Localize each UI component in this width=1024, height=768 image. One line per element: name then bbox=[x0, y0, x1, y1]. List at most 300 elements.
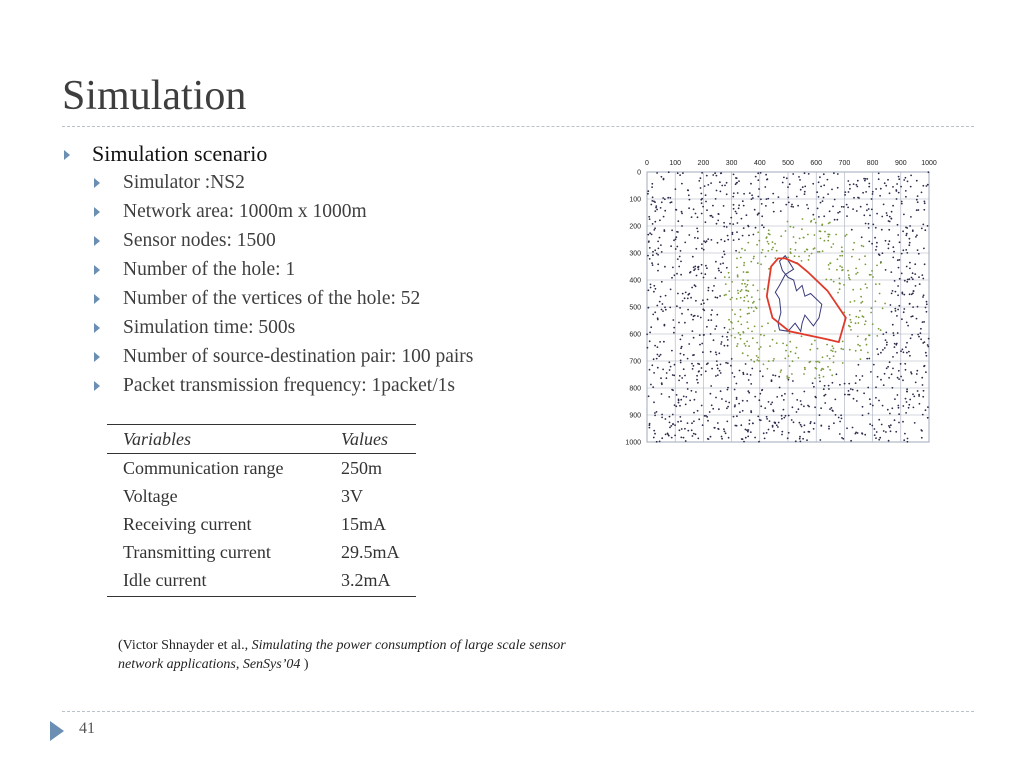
sensor-node-near-hole bbox=[737, 343, 739, 345]
sensor-node bbox=[824, 385, 826, 387]
sensor-node bbox=[674, 404, 676, 406]
sensor-node bbox=[892, 186, 894, 188]
sensor-node bbox=[799, 436, 801, 438]
sensor-node-near-hole bbox=[865, 339, 867, 341]
sensor-node bbox=[856, 210, 858, 212]
sensor-node bbox=[927, 184, 929, 186]
sensor-node bbox=[670, 289, 672, 291]
sensor-node-near-hole bbox=[756, 355, 758, 357]
sensor-node bbox=[889, 240, 891, 242]
sensor-node bbox=[881, 229, 883, 231]
sensor-node bbox=[902, 379, 904, 381]
sensor-node bbox=[695, 433, 697, 435]
sensor-node bbox=[680, 274, 682, 276]
sensor-node bbox=[902, 421, 904, 423]
sensor-node bbox=[796, 411, 798, 413]
sensor-node bbox=[803, 405, 805, 407]
sensor-node-near-hole bbox=[825, 279, 827, 281]
sensor-node bbox=[732, 232, 734, 234]
sensor-node bbox=[870, 403, 872, 405]
sensor-node-near-hole bbox=[860, 358, 862, 360]
sensor-node bbox=[890, 271, 892, 273]
sensor-node bbox=[787, 437, 789, 439]
sensor-node bbox=[742, 200, 744, 202]
sensor-node bbox=[926, 355, 928, 357]
sensor-node-near-hole bbox=[788, 355, 790, 357]
sensor-node bbox=[718, 270, 720, 272]
sensor-node bbox=[747, 436, 749, 438]
sensor-node bbox=[697, 382, 699, 384]
sensor-node bbox=[722, 336, 724, 338]
sensor-node-near-hole bbox=[763, 335, 765, 337]
sensor-node bbox=[701, 243, 703, 245]
sensor-node bbox=[692, 330, 694, 332]
sensor-node bbox=[831, 189, 833, 191]
sensor-node bbox=[750, 383, 752, 385]
sensor-node-near-hole bbox=[728, 277, 730, 279]
sensor-node bbox=[684, 242, 686, 244]
sensor-node bbox=[704, 185, 706, 187]
sensor-node bbox=[875, 397, 877, 399]
sensor-node bbox=[834, 399, 836, 401]
sensor-node bbox=[806, 439, 808, 441]
sensor-node bbox=[664, 306, 666, 308]
sensor-node bbox=[737, 192, 739, 194]
sensor-node bbox=[760, 405, 762, 407]
sensor-node bbox=[799, 422, 801, 424]
sensor-node-near-hole bbox=[730, 299, 732, 301]
sensor-node bbox=[681, 213, 683, 215]
sensor-node bbox=[656, 411, 658, 413]
sensor-node bbox=[831, 407, 833, 409]
sensor-node bbox=[880, 379, 882, 381]
sensor-node-near-hole bbox=[756, 308, 758, 310]
sensor-node-near-hole bbox=[858, 322, 860, 324]
sensor-node-near-hole bbox=[769, 345, 771, 347]
sensor-node-near-hole bbox=[767, 241, 769, 243]
bullet-arrow-icon bbox=[94, 294, 100, 304]
sensor-node bbox=[664, 198, 666, 200]
sensor-node-near-hole bbox=[858, 317, 860, 319]
sensor-node-near-hole bbox=[839, 255, 841, 257]
sensor-node-near-hole bbox=[879, 283, 881, 285]
sensor-node bbox=[677, 172, 679, 174]
sensor-node bbox=[727, 387, 729, 389]
bullet-item bbox=[62, 255, 473, 284]
sensor-node bbox=[896, 183, 898, 185]
sensor-node bbox=[921, 377, 923, 379]
sensor-node bbox=[698, 371, 700, 373]
sensor-node bbox=[698, 268, 700, 270]
sensor-node bbox=[715, 397, 717, 399]
sensor-node bbox=[706, 240, 708, 242]
sensor-node bbox=[905, 196, 907, 198]
sensor-node bbox=[908, 244, 910, 246]
sensor-node bbox=[884, 182, 886, 184]
sensor-node bbox=[772, 374, 774, 376]
x-tick-label: 700 bbox=[838, 160, 851, 167]
sensor-node bbox=[665, 434, 667, 436]
sensor-node bbox=[897, 294, 899, 296]
sensor-node bbox=[689, 272, 691, 274]
sensor-node-near-hole bbox=[819, 251, 821, 253]
sensor-node bbox=[679, 405, 681, 407]
sensor-node bbox=[918, 209, 920, 211]
sensor-node-near-hole bbox=[767, 368, 769, 370]
sensor-node bbox=[671, 350, 673, 352]
sensor-node bbox=[898, 178, 900, 180]
sensor-node-near-hole bbox=[819, 362, 821, 364]
sensor-node bbox=[717, 374, 719, 376]
sensor-node bbox=[672, 267, 674, 269]
sensor-node bbox=[899, 241, 901, 243]
sensor-node bbox=[753, 234, 755, 236]
sensor-node-near-hole bbox=[871, 270, 873, 272]
sensor-node bbox=[914, 273, 916, 275]
sensor-node-near-hole bbox=[736, 258, 738, 260]
sensor-node bbox=[783, 409, 785, 411]
sensor-node bbox=[907, 325, 909, 327]
sensor-node-near-hole bbox=[865, 320, 867, 322]
sensor-node bbox=[675, 209, 677, 211]
sensor-node-near-hole bbox=[820, 369, 822, 371]
table-header: Values bbox=[325, 425, 416, 454]
sensor-node-near-hole bbox=[824, 240, 826, 242]
sensor-node bbox=[868, 358, 870, 360]
sensor-node bbox=[898, 305, 900, 307]
sensor-node bbox=[861, 236, 863, 238]
sensor-node-near-hole bbox=[820, 238, 822, 240]
sensor-node-near-hole bbox=[748, 313, 750, 315]
sensor-node bbox=[892, 356, 894, 358]
sensor-node-near-hole bbox=[789, 332, 791, 334]
table-cell: Idle current bbox=[107, 566, 325, 597]
sensor-node bbox=[825, 394, 827, 396]
sensor-node-near-hole bbox=[879, 293, 881, 295]
sensor-node bbox=[897, 394, 899, 396]
sensor-node bbox=[650, 326, 652, 328]
sensor-node-near-hole bbox=[746, 290, 748, 292]
sensor-node-near-hole bbox=[756, 359, 758, 361]
sensor-node-near-hole bbox=[826, 344, 828, 346]
sensor-node-near-hole bbox=[772, 241, 774, 243]
y-tick-label: 0 bbox=[637, 169, 641, 177]
sensor-node bbox=[881, 424, 883, 426]
sensor-node bbox=[738, 238, 740, 240]
sensor-node bbox=[646, 333, 648, 335]
sensor-node bbox=[673, 239, 675, 241]
sensor-node bbox=[751, 194, 753, 196]
sensor-node bbox=[715, 198, 717, 200]
sensor-node-near-hole bbox=[791, 373, 793, 375]
sensor-node bbox=[925, 307, 927, 309]
sensor-node-near-hole bbox=[813, 218, 815, 220]
sensor-node bbox=[869, 423, 871, 425]
sensor-node-near-hole bbox=[780, 369, 782, 371]
sensor-node bbox=[901, 201, 903, 203]
sensor-node bbox=[651, 234, 653, 236]
sensor-node bbox=[745, 429, 747, 431]
sensor-node bbox=[792, 380, 794, 382]
sensor-node bbox=[716, 297, 718, 299]
sensor-node bbox=[857, 432, 859, 434]
sensor-node bbox=[898, 378, 900, 380]
sensor-node bbox=[660, 377, 662, 379]
sensor-node-near-hole bbox=[757, 231, 759, 233]
sensor-node bbox=[894, 343, 896, 345]
sensor-node bbox=[719, 295, 721, 297]
sensor-node-near-hole bbox=[835, 234, 837, 236]
sensor-node bbox=[778, 376, 780, 378]
sensor-node-near-hole bbox=[855, 316, 857, 318]
sensor-node bbox=[651, 183, 653, 185]
sensor-node bbox=[837, 212, 839, 214]
sensor-node bbox=[759, 419, 761, 421]
sensor-node bbox=[726, 267, 728, 269]
sensor-node bbox=[682, 293, 684, 295]
sensor-node-near-hole bbox=[742, 352, 744, 354]
bullet-item bbox=[62, 226, 473, 255]
sensor-node-near-hole bbox=[737, 290, 739, 292]
x-tick-label: 500 bbox=[782, 160, 794, 167]
sensor-node bbox=[663, 179, 665, 181]
sensor-node bbox=[661, 309, 663, 311]
sensor-node-near-hole bbox=[833, 362, 835, 364]
y-tick-label: 200 bbox=[629, 223, 641, 231]
sensor-node-near-hole bbox=[734, 313, 736, 315]
sensor-node bbox=[902, 349, 904, 351]
sensor-node bbox=[653, 291, 655, 293]
sensor-node bbox=[890, 430, 892, 432]
sensor-node bbox=[683, 354, 685, 356]
sensor-node bbox=[680, 261, 682, 263]
sensor-node bbox=[676, 246, 678, 248]
sensor-node bbox=[880, 188, 882, 190]
sensor-node bbox=[675, 236, 677, 238]
sensor-node bbox=[917, 201, 919, 203]
sensor-node bbox=[742, 235, 744, 237]
sensor-node bbox=[674, 274, 676, 276]
sensor-node-near-hole bbox=[865, 283, 867, 285]
sensor-node bbox=[684, 297, 686, 299]
sensor-node-near-hole bbox=[807, 249, 809, 251]
sensor-node bbox=[649, 369, 651, 371]
sensor-node bbox=[712, 174, 714, 176]
sensor-node-near-hole bbox=[795, 352, 797, 354]
sensor-node bbox=[736, 177, 738, 179]
sensor-node bbox=[694, 399, 696, 401]
sensor-node bbox=[709, 215, 711, 217]
sensor-node-near-hole bbox=[771, 249, 773, 251]
sensor-node bbox=[697, 266, 699, 268]
sensor-node bbox=[659, 237, 661, 239]
sensor-node-near-hole bbox=[862, 301, 864, 303]
x-tick-label: 1000 bbox=[921, 160, 937, 167]
sensor-node bbox=[898, 407, 900, 409]
sensor-node-near-hole bbox=[756, 244, 758, 246]
sensor-node bbox=[679, 174, 681, 176]
sensor-node bbox=[736, 415, 738, 417]
bullet-item bbox=[62, 371, 473, 400]
sensor-node bbox=[716, 354, 718, 356]
sensor-node-near-hole bbox=[774, 243, 776, 245]
sensor-node bbox=[780, 210, 782, 212]
sensor-node bbox=[706, 175, 708, 177]
sensor-node bbox=[724, 327, 726, 329]
sensor-node bbox=[738, 204, 740, 206]
sensor-node bbox=[788, 432, 790, 434]
sensor-node bbox=[885, 431, 887, 433]
sensor-node bbox=[814, 422, 816, 424]
sensor-node bbox=[668, 361, 670, 363]
sensor-node bbox=[678, 400, 680, 402]
sensor-node bbox=[669, 307, 671, 309]
sensor-node bbox=[649, 340, 651, 342]
sensor-node bbox=[693, 337, 695, 339]
sensor-node bbox=[750, 431, 752, 433]
sensor-node bbox=[660, 296, 662, 298]
sensor-node-near-hole bbox=[867, 352, 869, 354]
sensor-node bbox=[703, 240, 705, 242]
sensor-node bbox=[706, 209, 708, 211]
sensor-node bbox=[650, 204, 652, 206]
sensor-node bbox=[839, 211, 841, 213]
sensor-node bbox=[761, 215, 763, 217]
sensor-node-near-hole bbox=[743, 264, 745, 266]
sensor-node bbox=[923, 209, 925, 211]
sensor-node bbox=[743, 373, 745, 375]
sensor-node bbox=[844, 383, 846, 385]
sensor-node bbox=[828, 426, 830, 428]
sensor-node-near-hole bbox=[818, 374, 820, 376]
sensor-node bbox=[797, 205, 799, 207]
sensor-node bbox=[683, 396, 685, 398]
sensor-node bbox=[738, 180, 740, 182]
sensor-node-near-hole bbox=[768, 243, 770, 245]
sensor-node bbox=[839, 384, 841, 386]
sensor-node bbox=[653, 358, 655, 360]
sensor-node bbox=[748, 423, 750, 425]
sensor-node bbox=[691, 314, 693, 316]
sensor-node-near-hole bbox=[737, 276, 739, 278]
sensor-node bbox=[903, 351, 905, 353]
sensor-node-near-hole bbox=[741, 248, 743, 250]
sensor-node bbox=[896, 198, 898, 200]
sensor-node bbox=[724, 240, 726, 242]
sensor-node bbox=[871, 198, 873, 200]
sensor-node bbox=[833, 172, 835, 174]
sensor-node bbox=[732, 223, 734, 225]
sensor-node-near-hole bbox=[822, 368, 824, 370]
sensor-node bbox=[677, 421, 679, 423]
sensor-node bbox=[796, 399, 798, 401]
sensor-node bbox=[659, 441, 661, 443]
sensor-node bbox=[847, 207, 849, 209]
sensor-node bbox=[819, 439, 821, 441]
sensor-node bbox=[707, 238, 709, 240]
sensor-node bbox=[896, 343, 898, 345]
sensor-node bbox=[718, 268, 720, 270]
sensor-node bbox=[924, 341, 926, 343]
sensor-node bbox=[868, 223, 870, 225]
sensor-node bbox=[875, 249, 877, 251]
y-tick-label: 1000 bbox=[625, 439, 641, 447]
sensor-node-near-hole bbox=[740, 324, 742, 326]
sensor-node bbox=[697, 216, 699, 218]
sensor-node bbox=[800, 189, 802, 191]
sensor-node bbox=[696, 228, 698, 230]
sensor-node-near-hole bbox=[725, 283, 727, 285]
sensor-node bbox=[701, 202, 703, 204]
sensor-node bbox=[655, 288, 657, 290]
sensor-node bbox=[912, 278, 914, 280]
slide-number: 41 bbox=[79, 720, 95, 737]
sensor-node-near-hole bbox=[829, 358, 831, 360]
sensor-node bbox=[648, 216, 650, 218]
sensor-node bbox=[792, 173, 794, 175]
sensor-node-near-hole bbox=[872, 276, 874, 278]
sensor-node bbox=[751, 368, 753, 370]
sensor-node-near-hole bbox=[793, 227, 795, 229]
sensor-node bbox=[897, 405, 899, 407]
sensor-node bbox=[777, 426, 779, 428]
sensor-node-near-hole bbox=[804, 367, 806, 369]
sensor-node bbox=[674, 424, 676, 426]
sensor-node bbox=[761, 203, 763, 205]
sensor-node bbox=[878, 173, 880, 175]
sensor-node-near-hole bbox=[829, 222, 831, 224]
sensor-node bbox=[748, 379, 750, 381]
sensor-node-near-hole bbox=[828, 268, 830, 270]
sensor-node bbox=[685, 396, 687, 398]
sensor-node bbox=[735, 183, 737, 185]
sensor-node-near-hole bbox=[830, 350, 832, 352]
sensor-node bbox=[721, 398, 723, 400]
sensor-node bbox=[868, 227, 870, 229]
bullet-item-text: Number of the vertices of the hole: 52 bbox=[123, 288, 421, 309]
sensor-node-near-hole bbox=[855, 268, 857, 270]
sensor-node bbox=[916, 370, 918, 372]
sensor-node-near-hole bbox=[839, 282, 841, 284]
sensor-node bbox=[795, 440, 797, 442]
sensor-node bbox=[682, 300, 684, 302]
sensor-node-near-hole bbox=[814, 377, 816, 379]
sensor-node bbox=[657, 241, 659, 243]
sensor-node bbox=[906, 252, 908, 254]
sensor-node bbox=[657, 319, 659, 321]
sensor-node bbox=[819, 176, 821, 178]
bullet-item-text: Packet transmission frequency: 1packet/1s bbox=[123, 375, 455, 396]
sensor-node bbox=[841, 206, 843, 208]
sensor-node bbox=[675, 248, 677, 250]
sensor-node bbox=[657, 346, 659, 348]
sensor-node bbox=[917, 195, 919, 197]
sensor-node bbox=[728, 437, 730, 439]
sensor-node bbox=[664, 266, 666, 268]
sensor-node bbox=[812, 183, 814, 185]
sensor-node-near-hole bbox=[765, 256, 767, 258]
sensor-node bbox=[781, 418, 783, 420]
sensor-node-near-hole bbox=[804, 368, 806, 370]
bullet-item bbox=[62, 197, 473, 226]
sensor-node bbox=[760, 198, 762, 200]
sensor-node-near-hole bbox=[837, 292, 839, 294]
sensor-node-near-hole bbox=[882, 308, 884, 310]
sensor-node bbox=[722, 256, 724, 258]
sensor-node bbox=[672, 319, 674, 321]
sensor-node bbox=[905, 227, 907, 229]
sensor-node bbox=[852, 208, 854, 210]
